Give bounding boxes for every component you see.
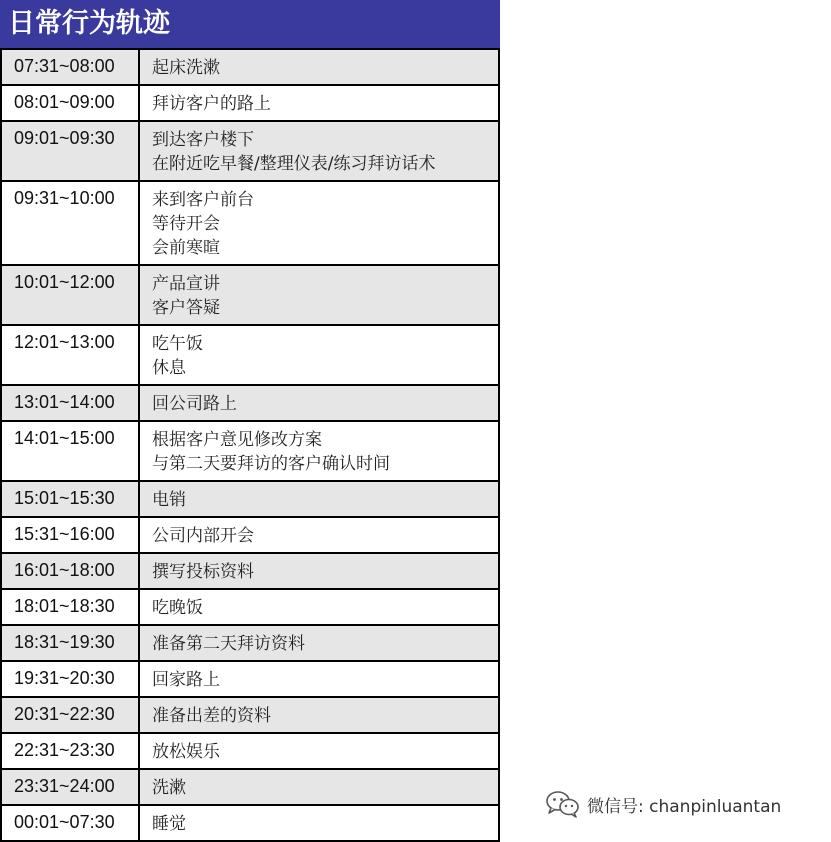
activity-cell (140, 482, 498, 516)
table-row (2, 48, 498, 84)
table-row (2, 588, 498, 624)
activity-text: 与第二天要拜访的客户确认时间 (152, 454, 390, 474)
activity-cell (140, 386, 498, 420)
activity-text: 睡觉 (152, 814, 186, 834)
activity-cell (140, 734, 498, 768)
activity-text: 起床洗漱 (152, 58, 220, 78)
activity-cell (140, 806, 498, 840)
activity-text: 公司内部开会 (152, 526, 254, 546)
time-cell: 10:01~12:00 (2, 266, 140, 324)
activity-text: 拜访客户的路上 (152, 94, 271, 114)
activity-text: 洗漱 (152, 778, 186, 798)
activity-cell (140, 518, 498, 552)
activity-text: 根据客户意见修改方案 (152, 430, 322, 450)
time-cell: 00:01~07:30 (2, 806, 140, 840)
activity-text: 到达客户楼下 (152, 130, 254, 150)
table-row (2, 324, 498, 384)
activity-text: 放松娱乐 (152, 742, 220, 762)
time-cell: 15:01~15:30 (2, 482, 140, 516)
activity-cell (140, 86, 498, 120)
activity-cell (140, 554, 498, 588)
activity-text: 产品宣讲 (152, 274, 220, 294)
table-row (2, 624, 498, 660)
activity-text: 来到客户前台 (152, 190, 254, 210)
table-row (2, 552, 498, 588)
activity-cell (140, 698, 498, 732)
activity-cell (140, 326, 498, 384)
table-row (2, 384, 498, 420)
watermark-text: 微信号: chanpinluantan (587, 796, 782, 817)
activity-text: 等待开会 (152, 214, 220, 234)
table-row (2, 804, 498, 840)
activity-text: 准备出差的资料 (152, 706, 271, 726)
time-cell: 18:31~19:30 (2, 626, 140, 660)
activity-text: 准备第二天拜访资料 (152, 634, 305, 654)
activity-cell (140, 122, 498, 180)
schedule-table (0, 48, 500, 842)
page-title: 日常行为轨迹 (0, 0, 500, 48)
activity-text: 客户答疑 (152, 298, 220, 318)
table-row (2, 264, 498, 324)
activity-text: 回公司路上 (152, 394, 237, 414)
table-row (2, 732, 498, 768)
table-row (2, 420, 498, 480)
activity-cell (140, 662, 498, 696)
time-cell: 18:01~18:30 (2, 590, 140, 624)
time-cell: 08:01~09:00 (2, 86, 140, 120)
time-cell: 15:31~16:00 (2, 518, 140, 552)
time-cell: 07:31~08:00 (2, 50, 140, 84)
table-row (2, 180, 498, 264)
activity-text: 吃午饭 (152, 334, 203, 354)
time-cell: 14:01~15:00 (2, 422, 140, 480)
activity-cell (140, 50, 498, 84)
time-cell: 20:31~22:30 (2, 698, 140, 732)
time-cell: 09:01~09:30 (2, 122, 140, 180)
activity-cell (140, 590, 498, 624)
time-cell: 13:01~14:00 (2, 386, 140, 420)
wechat-icon (545, 790, 581, 818)
table-row (2, 660, 498, 696)
table-row (2, 516, 498, 552)
activity-text: 休息 (152, 358, 186, 378)
table-row (2, 84, 498, 120)
activity-cell (140, 422, 498, 480)
time-cell: 22:31~23:30 (2, 734, 140, 768)
table-row (2, 120, 498, 180)
activity-text: 撰写投标资料 (152, 562, 254, 582)
table-row (2, 696, 498, 732)
time-cell: 23:31~24:00 (2, 770, 140, 804)
activity-text: 会前寒暄 (152, 238, 220, 258)
activity-cell (140, 626, 498, 660)
table-row (2, 480, 498, 516)
activity-cell (140, 182, 498, 264)
time-cell: 19:31~20:30 (2, 662, 140, 696)
activity-text: 回家路上 (152, 670, 220, 690)
activity-text: 在附近吃早餐/整理仪表/练习拜访话术 (152, 154, 436, 174)
activity-cell (140, 266, 498, 324)
time-cell: 16:01~18:00 (2, 554, 140, 588)
activity-text: 电销 (152, 490, 186, 510)
time-cell: 09:31~10:00 (2, 182, 140, 264)
time-cell: 12:01~13:00 (2, 326, 140, 384)
table-row (2, 768, 498, 804)
watermark (545, 790, 781, 818)
activity-cell (140, 770, 498, 804)
activity-text: 吃晚饭 (152, 598, 203, 618)
